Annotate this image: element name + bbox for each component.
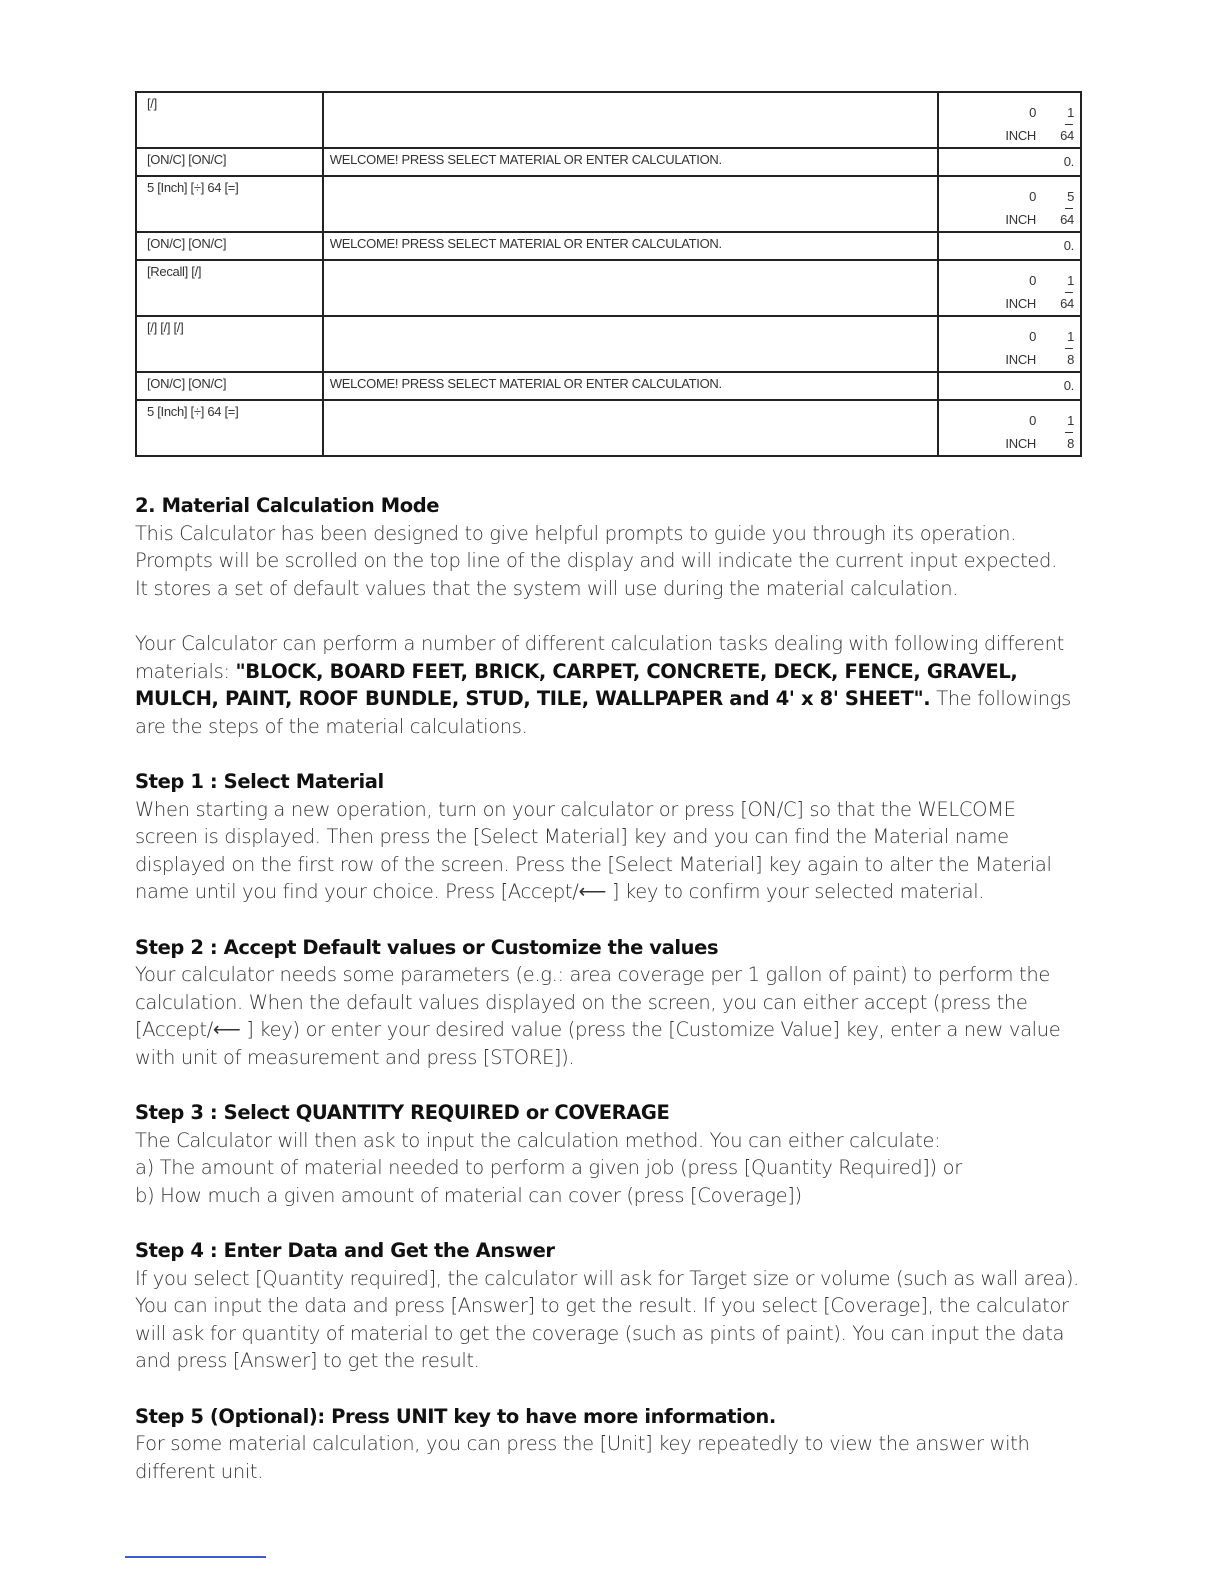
text-line [135,1044,1085,1072]
text-span: displayed on the first row of the screen. Press the [Select Material] key again to alter the Material [135,852,1052,876]
display-value: 0. [1063,378,1074,393]
table-row [136,148,1081,176]
section-heading: Step 4 : Enter Data and Get the Answer [135,1239,555,1263]
section-heading: Step 3 : Select QUANTITY REQUIRED or COVERAGE [135,1101,670,1125]
text-line [135,1430,1085,1458]
fraction-numerator: 1 [1067,273,1074,288]
text-span: Your calculator needs some parameters (e.g.: area coverage per 1 gallon of paint) to perform the [135,963,1050,987]
document-section [135,492,1085,740]
fraction-bar [1065,124,1073,125]
fraction-bar [1065,432,1073,433]
display-value: 0. [1063,154,1074,169]
display-whole: 0 [1029,329,1036,344]
text-line [135,630,1085,658]
bold-text-span: MULCH, PAINT, ROOF BUNDLE, STUD, TILE, WALLPAPER and 4' x 8' SHEET". [135,687,931,711]
fraction-denominator: 8 [1067,436,1074,451]
display-unit: INCH [1005,128,1036,143]
key-sequence-cell: [/] [136,92,323,148]
message-cell: WELCOME! PRESS SELECT MATERIAL OR ENTER CALCULATION. [323,232,938,260]
text-span: The Calculator will then ask to input the calculation method. You can either calculate: [135,1128,941,1152]
text-span: with unit of measurement and press [STORE]). [135,1045,575,1069]
fraction-numerator: 1 [1067,329,1074,344]
table-row [136,260,1081,316]
display-cell [938,400,1081,456]
text-span: are the steps of the material calculations. [135,714,528,738]
key-sequence-table [135,91,1082,457]
text-line [135,547,1085,575]
text-line [135,1320,1085,1348]
display-cell [938,92,1081,148]
text-span: Your Calculator can perform a number of different calculation tasks dealing with following different [135,631,1064,655]
text-line [135,1182,1085,1210]
text-span: [Accept/⟵ ] key) or enter your desired value (press the [Customize Value] key, enter a new value [135,1018,1061,1042]
text-line [135,851,1085,879]
text-line [135,575,1085,603]
message-cell: WELCOME! PRESS SELECT MATERIAL OR ENTER CALCULATION. [323,372,938,400]
display-cell [938,260,1081,316]
key-sequence-cell: [ON/C] [ON/C] [136,232,323,260]
text-line [135,823,1085,851]
text-line [135,520,1085,548]
text-span: calculation. When the default values displayed on the screen, you can either accept (press the [135,990,1028,1014]
fraction-numerator: 1 [1067,413,1074,428]
text-span: b) How much a given amount of material can cover (press [Coverage]) [135,1183,802,1207]
fraction-denominator: 64 [1060,296,1074,311]
text-line [135,796,1085,824]
text-span: different unit. [135,1459,264,1483]
display-unit: INCH [1005,212,1036,227]
text-line [135,1127,1085,1155]
fraction-display [939,401,1074,455]
text-line [135,1265,1085,1293]
document-body [135,492,1085,1513]
text-span: name until you find your choice. Press [Accept/⟵ ] key to confirm your selected material. [135,880,985,904]
message-cell [323,400,938,456]
text-line [135,1458,1085,1486]
table-row [136,372,1081,400]
text-span: This Calculator has been designed to give helpful prompts to guide you through its operation. [135,521,1017,545]
display-whole: 0 [1029,105,1036,120]
display-whole: 0 [1029,273,1036,288]
text-line [135,685,1085,713]
message-cell [323,316,938,372]
message-cell [323,176,938,232]
paragraph [135,961,1085,1071]
fraction-denominator: 64 [1060,212,1074,227]
display-cell [938,372,1081,400]
fraction-display [939,261,1074,315]
key-sequence-cell: 5 [Inch] [÷] 64 [=] [136,176,323,232]
bold-text-span: "BLOCK, BOARD FEET, BRICK, CARPET, CONCRETE, DECK, FENCE, GRAVEL, [235,659,1018,683]
table-row [136,316,1081,372]
text-line [135,1292,1085,1320]
key-sequence-cell: [ON/C] [ON/C] [136,372,323,400]
fraction-numerator: 1 [1067,105,1074,120]
text-line [135,658,1085,686]
text-line [135,1154,1085,1182]
text-span: If you select [Quantity required], the calculator will ask for Target size or volume (such as wall area). [135,1266,1079,1290]
display-cell [938,316,1081,372]
text-line [135,878,1085,906]
link-underline [125,1556,266,1558]
text-span: screen is displayed. Then press the [Select Material] key and you can find the Material name [135,825,1009,849]
fraction-bar [1065,292,1073,293]
display-unit: INCH [1005,296,1036,311]
fraction-denominator: 8 [1067,352,1074,367]
fraction-display [939,177,1074,231]
key-sequence-cell: [Recall] [/] [136,260,323,316]
text-span: materials: [135,659,236,683]
section-heading: Step 1 : Select Material [135,769,384,793]
display-whole: 0 [1029,189,1036,204]
key-sequence-cell: 5 [Inch] [÷] 64 [=] [136,400,323,456]
fraction-denominator: 64 [1060,128,1074,143]
section-heading: Step 2 : Accept Default values or Customize the values [135,935,719,959]
key-sequence-cell: [ON/C] [ON/C] [136,148,323,176]
message-cell [323,92,938,148]
document-section [135,1403,1085,1486]
fraction-display [939,317,1074,371]
display-value: 0. [1063,238,1074,253]
text-span: The followings [930,687,1071,711]
text-line [135,1016,1085,1044]
table-row [136,176,1081,232]
text-line [135,961,1085,989]
text-span: a) The amount of material needed to perform a given job (press [Quantity Required]) or [135,1156,962,1180]
paragraph [135,1430,1085,1485]
display-cell [938,232,1081,260]
display-unit: INCH [1005,352,1036,367]
paragraph [135,796,1085,906]
table-row [136,400,1081,456]
text-span: It stores a set of default values that the system will use during the material calculation. [135,576,959,600]
display-cell [938,148,1081,176]
fraction-bar [1065,348,1073,349]
paragraph [135,630,1085,740]
section-heading: Step 5 (Optional): Press UNIT key to have more information. [135,1404,776,1428]
display-cell [938,176,1081,232]
document-section [135,768,1085,906]
paragraph [135,1127,1085,1210]
text-span: Prompts will be scrolled on the top line of the display and will indicate the current input expected. [135,549,1057,573]
text-line [135,989,1085,1017]
message-cell [323,260,938,316]
text-line [135,713,1085,741]
text-span: will ask for quantity of material to get the coverage (such as pints of paint). You can input the data [135,1321,1065,1345]
paragraph [135,1265,1085,1375]
fraction-bar [1065,208,1073,209]
display-whole: 0 [1029,413,1036,428]
section-heading: 2. Material Calculation Mode [135,494,440,517]
text-span: For some material calculation, you can press the [Unit] key repeatedly to view the answer with [135,1432,1030,1456]
table-row [136,232,1081,260]
table-row [136,92,1081,148]
message-cell: WELCOME! PRESS SELECT MATERIAL OR ENTER CALCULATION. [323,148,938,176]
document-section [135,1099,1085,1209]
fraction-display [939,93,1074,147]
document-section [135,1237,1085,1375]
text-span: When starting a new operation, turn on your calculator or press [ON/C] so that the WELCOME [135,797,1016,821]
text-span: and press [Answer] to get the result. [135,1349,480,1373]
key-sequence-cell: [/] [/] [/] [136,316,323,372]
fraction-numerator: 5 [1067,189,1074,204]
paragraph [135,520,1085,603]
document-section [135,934,1085,1072]
text-span: You can input the data and press [Answer] to get the result. If you select [Coverage], the calculator [135,1294,1069,1318]
display-unit: INCH [1005,436,1036,451]
text-line [135,1347,1085,1375]
